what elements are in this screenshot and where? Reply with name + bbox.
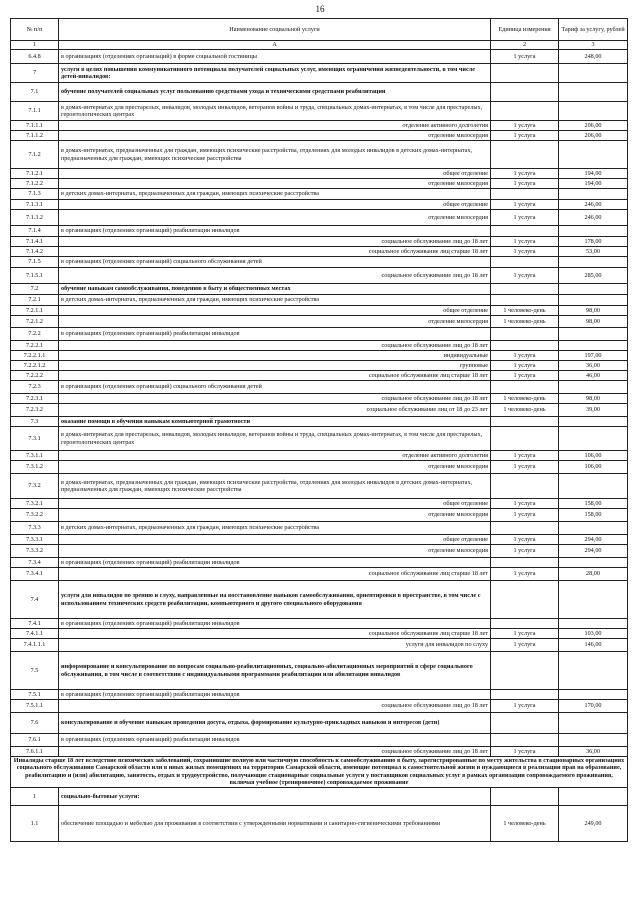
row-unit bbox=[491, 226, 559, 237]
row-service-name: отделение милосердия bbox=[59, 461, 491, 474]
table-row bbox=[11, 351, 628, 361]
row-service-name: общее отделение bbox=[59, 200, 491, 210]
table-row bbox=[11, 417, 628, 427]
row-unit bbox=[491, 522, 559, 535]
table-header-row bbox=[11, 19, 628, 41]
row-tariff: 28,00 bbox=[559, 568, 628, 581]
row-tariff bbox=[559, 226, 628, 237]
row-tariff: 197,00 bbox=[559, 351, 628, 361]
row-tariff: 36,00 bbox=[559, 361, 628, 371]
table-row bbox=[11, 427, 628, 451]
row-number: 7.3.1.2 bbox=[11, 461, 59, 474]
row-number: 7.1.1.2 bbox=[11, 131, 59, 141]
row-service-name: общее отделение bbox=[59, 535, 491, 545]
row-service-name: в организациях (отделениях организаций) реабилитации инвалидов bbox=[59, 619, 491, 629]
row-unit: 1 услуга bbox=[491, 535, 559, 545]
row-number: 7.4.1 bbox=[11, 619, 59, 629]
table-row bbox=[11, 371, 628, 381]
table-row bbox=[11, 629, 628, 639]
table-row bbox=[11, 700, 628, 713]
row-unit: 1 человеко-день bbox=[491, 316, 559, 328]
row-service-name: в организациях (отделениях организаций) социального обслуживания детей bbox=[59, 257, 491, 268]
row-number: 7.3.4 bbox=[11, 558, 59, 568]
row-number: 7.2.2.2 bbox=[11, 371, 59, 381]
row-tariff: 248,00 bbox=[559, 50, 628, 64]
row-number: 7.1.3.2 bbox=[11, 210, 59, 226]
table-row bbox=[11, 652, 628, 690]
row-tariff bbox=[559, 787, 628, 805]
row-unit: 1 услуга bbox=[491, 169, 559, 179]
row-tariff: 158,00 bbox=[559, 509, 628, 522]
table-row bbox=[11, 619, 628, 629]
row-unit: 1 услуга bbox=[491, 247, 559, 257]
row-unit bbox=[491, 474, 559, 499]
table-row bbox=[11, 713, 628, 734]
row-tariff bbox=[559, 295, 628, 306]
table-row bbox=[11, 257, 628, 268]
row-number: 7.3.2.1 bbox=[11, 499, 59, 509]
row-number: 7.1.1.1 bbox=[11, 121, 59, 131]
row-unit bbox=[491, 690, 559, 700]
row-unit bbox=[491, 64, 559, 83]
table-row bbox=[11, 639, 628, 652]
table-row bbox=[11, 83, 628, 102]
table-row bbox=[11, 102, 628, 121]
index-1: 1 bbox=[11, 41, 59, 50]
row-service-name: социальное обслуживание лиц до 18 лет bbox=[59, 341, 491, 351]
row-number: 7.4.1.1.1 bbox=[11, 639, 59, 652]
row-unit bbox=[491, 381, 559, 394]
table-row bbox=[11, 474, 628, 499]
row-tariff bbox=[559, 652, 628, 690]
row-unit: 1 услуга bbox=[491, 545, 559, 558]
row-number: 7.1.3 bbox=[11, 189, 59, 200]
row-tariff: 158,00 bbox=[559, 499, 628, 509]
row-service-name: социальное обслуживание лиц до 18 лет bbox=[59, 747, 491, 757]
table-row bbox=[11, 131, 628, 141]
header-service-name: Наименование социальной услуги bbox=[59, 19, 491, 41]
row-number: 7.2.1 bbox=[11, 295, 59, 306]
row-number: 7.1.3.1 bbox=[11, 200, 59, 210]
row-service-name: социальное обслуживание лиц старше 18 лет bbox=[59, 568, 491, 581]
table-row bbox=[11, 210, 628, 226]
row-service-name: социальное обслуживание лиц до 18 лет bbox=[59, 700, 491, 713]
row-tariff bbox=[559, 381, 628, 394]
row-tariff: 194,00 bbox=[559, 169, 628, 179]
row-service-name: социальное обслуживание лиц старше 18 лет bbox=[59, 629, 491, 639]
row-number: 7.2.3 bbox=[11, 381, 59, 394]
category-banner: Инвалиды старше 18 лет вследствие психических заболеваний, сохранившие полную или частичную способность к самообслуживанию в быту, зарегистрированные по месту жительства в стационарных организациях социального обслуживания Самарской области или в иных жилых помещениях на территории Самарской области, имеющие потенциал к самостоятельной жизни и нуждающиеся в реализации прав на образование, реабилитацию и (или) абилитацию, занятость, отдых и трудоустройство, получающие стационарные социальные услуги у поставщиков социальных услуг в рамках организации сопровождаемого проживания, включая учебное (тренировочное) сопровождаемое проживание bbox=[11, 757, 628, 788]
row-unit bbox=[491, 295, 559, 306]
row-tariff bbox=[559, 522, 628, 535]
row-unit bbox=[491, 417, 559, 427]
table-row bbox=[11, 284, 628, 295]
table-row bbox=[11, 121, 628, 131]
row-unit: 1 услуга bbox=[491, 200, 559, 210]
row-tariff bbox=[559, 619, 628, 629]
table-row bbox=[11, 581, 628, 619]
row-service-name: в детских домах-интернатах, предназначенных для граждан, имеющих психические расстройства bbox=[59, 295, 491, 306]
row-service-name: отделение милосердия bbox=[59, 131, 491, 141]
page-number: 16 bbox=[315, 4, 325, 14]
row-service-name: отделение милосердия bbox=[59, 179, 491, 189]
row-number: 7.1.2.2 bbox=[11, 179, 59, 189]
table-row bbox=[11, 690, 628, 700]
row-tariff: 170,00 bbox=[559, 700, 628, 713]
row-tariff bbox=[559, 83, 628, 102]
row-unit: 1 услуга bbox=[491, 131, 559, 141]
table-row bbox=[11, 394, 628, 404]
index-2: 2 bbox=[491, 41, 559, 50]
table-row bbox=[11, 499, 628, 509]
row-service-name: социальное обслуживание лиц до 18 лет bbox=[59, 237, 491, 247]
row-tariff: 194,00 bbox=[559, 179, 628, 189]
row-service-name: социальное обслуживание лиц до 18 лет bbox=[59, 394, 491, 404]
row-tariff bbox=[559, 328, 628, 341]
row-number: 7.4.1.1 bbox=[11, 629, 59, 639]
row-number: 7.2.1.2 bbox=[11, 316, 59, 328]
row-service-name: в детских домах-интернатах, предназначенных для граждан, имеющих психические расстройства bbox=[59, 189, 491, 200]
row-tariff bbox=[559, 417, 628, 427]
row-number: 7.6 bbox=[11, 713, 59, 734]
table-row bbox=[11, 247, 628, 257]
row-unit bbox=[491, 83, 559, 102]
row-number: 7.3.1 bbox=[11, 427, 59, 451]
row-unit: 1 человеко-день bbox=[491, 306, 559, 316]
header-unit: Единица измерения bbox=[491, 19, 559, 41]
row-unit: 1 человеко-день bbox=[491, 805, 559, 841]
row-number: 7.2.3.1 bbox=[11, 394, 59, 404]
row-service-name: услуги для инвалидов по слуху bbox=[59, 639, 491, 652]
row-service-name: в домах-интернатах, предназначенных для граждан, имеющих психические расстройства, отделениях для молодых инвалидов в детских домах-интернатах, предназначенных для граждан, имеющих психические расстройства bbox=[59, 141, 491, 169]
row-tariff: 98,00 bbox=[559, 394, 628, 404]
row-number: 7.1 bbox=[11, 83, 59, 102]
row-number: 7.5.1.1 bbox=[11, 700, 59, 713]
row-tariff: 39,00 bbox=[559, 404, 628, 417]
row-tariff: 206,00 bbox=[559, 121, 628, 131]
tariff-table bbox=[10, 18, 628, 842]
table-row bbox=[11, 461, 628, 474]
row-unit: 1 услуга bbox=[491, 747, 559, 757]
row-service-name: обеспечение площадью и мебелью для проживания в соответствии с утвержденными нормативами и санитарно-гигиеническими требованиями bbox=[59, 805, 491, 841]
row-number: 7.1.5 bbox=[11, 257, 59, 268]
row-service-name: в организациях (отделениях организаций) социального обслуживания детей bbox=[59, 381, 491, 394]
table-row bbox=[11, 568, 628, 581]
row-tariff: 294,00 bbox=[559, 535, 628, 545]
table-row bbox=[11, 509, 628, 522]
table-row bbox=[11, 545, 628, 558]
row-unit: 1 услуга bbox=[491, 121, 559, 131]
row-number: 7.6.1 bbox=[11, 734, 59, 747]
row-service-name: общее отделение bbox=[59, 169, 491, 179]
row-service-name: отделение активного долголетия bbox=[59, 121, 491, 131]
row-service-name: социальное обслуживание лиц до 18 лет bbox=[59, 268, 491, 284]
row-tariff: 285,00 bbox=[559, 268, 628, 284]
row-unit bbox=[491, 257, 559, 268]
header-tariff: Тариф за услугу, рублей bbox=[559, 19, 628, 41]
row-unit bbox=[491, 581, 559, 619]
row-unit: 1 услуга bbox=[491, 451, 559, 461]
row-tariff bbox=[559, 189, 628, 200]
row-number: 7.2.2 bbox=[11, 328, 59, 341]
table-row bbox=[11, 306, 628, 316]
table-row bbox=[11, 747, 628, 757]
row-number: 7.2.2.1 bbox=[11, 341, 59, 351]
table-row bbox=[11, 787, 628, 805]
row-service-name: социальное обслуживание лиц старше 18 лет bbox=[59, 247, 491, 257]
row-tariff: 46,00 bbox=[559, 371, 628, 381]
row-number: 7.1.1 bbox=[11, 102, 59, 121]
row-number: 7.1.2.1 bbox=[11, 169, 59, 179]
row-tariff: 106,00 bbox=[559, 461, 628, 474]
table-row bbox=[11, 734, 628, 747]
row-service-name: оказание помощи в обучении навыкам компьютерной грамотности bbox=[59, 417, 491, 427]
row-unit bbox=[491, 558, 559, 568]
row-number: 7.6.1.1 bbox=[11, 747, 59, 757]
row-service-name: в организациях (отделениях организаций) реабилитации инвалидов bbox=[59, 328, 491, 341]
row-tariff: 103,00 bbox=[559, 629, 628, 639]
row-service-name: индивидуальные bbox=[59, 351, 491, 361]
row-unit: 1 услуга bbox=[491, 237, 559, 247]
table-row bbox=[11, 64, 628, 83]
row-service-name: услуги для инвалидов по зрению и слуху, направленные на восстановление навыков самообслуживания, ориентировки в пространстве, в том числе с использованием технических средств реабилитации, компьютерного и другого специального оборудования bbox=[59, 581, 491, 619]
row-service-name: в организациях (отделениях организаций) реабилитации инвалидов bbox=[59, 226, 491, 237]
row-unit: 1 услуга bbox=[491, 568, 559, 581]
row-service-name: в домах-интернатах, предназначенных для граждан, имеющих психические расстройства, отделениях для молодых инвалидов в детских домах-интернатах, предназначенных для граждан, имеющих психические расстройства bbox=[59, 474, 491, 499]
row-tariff: 36,00 bbox=[559, 747, 628, 757]
table-row bbox=[11, 361, 628, 371]
row-service-name: отделение активного долголетия bbox=[59, 451, 491, 461]
row-number: 7.3.3.1 bbox=[11, 535, 59, 545]
row-unit bbox=[491, 787, 559, 805]
row-service-name: социальное обслуживание лиц от 18 до 23 лет bbox=[59, 404, 491, 417]
row-unit: 1 услуга bbox=[491, 499, 559, 509]
row-tariff: 53,00 bbox=[559, 247, 628, 257]
row-unit bbox=[491, 189, 559, 200]
row-number: 7.5.1 bbox=[11, 690, 59, 700]
row-number: 7.1.4.2 bbox=[11, 247, 59, 257]
row-service-name: в организациях (отделениях организаций) в форме социальной гостиницы bbox=[59, 50, 491, 64]
row-number: 1 bbox=[11, 787, 59, 805]
row-tariff: 178,00 bbox=[559, 237, 628, 247]
row-tariff bbox=[559, 141, 628, 169]
row-tariff: 249,00 bbox=[559, 805, 628, 841]
table-row bbox=[11, 295, 628, 306]
table-row bbox=[11, 237, 628, 247]
row-number: 7.3.1.1 bbox=[11, 451, 59, 461]
row-tariff bbox=[559, 102, 628, 121]
row-unit: 1 услуга bbox=[491, 639, 559, 652]
row-unit: 1 услуга bbox=[491, 629, 559, 639]
row-number: 7.2 bbox=[11, 284, 59, 295]
table-row bbox=[11, 268, 628, 284]
row-unit bbox=[491, 734, 559, 747]
row-service-name: отделение милосердия bbox=[59, 545, 491, 558]
row-number: 1.1 bbox=[11, 805, 59, 841]
index-a: А bbox=[59, 41, 491, 50]
row-number: 7.2.2.1.2 bbox=[11, 361, 59, 371]
row-tariff: 98,00 bbox=[559, 306, 628, 316]
row-unit: 1 услуга bbox=[491, 268, 559, 284]
row-service-name: общее отделение bbox=[59, 306, 491, 316]
row-unit: 1 услуга bbox=[491, 351, 559, 361]
header-number: № п/п bbox=[11, 19, 59, 41]
table-row bbox=[11, 381, 628, 394]
index-3: 3 bbox=[559, 41, 628, 50]
row-unit: 1 услуга bbox=[491, 50, 559, 64]
row-unit: 1 услуга bbox=[491, 509, 559, 522]
row-unit bbox=[491, 341, 559, 351]
row-service-name: в организациях (отделениях организаций) реабилитации инвалидов bbox=[59, 690, 491, 700]
row-tariff bbox=[559, 558, 628, 568]
row-tariff: 246,00 bbox=[559, 210, 628, 226]
row-unit bbox=[491, 652, 559, 690]
row-number: 7.3 bbox=[11, 417, 59, 427]
row-number: 7.5 bbox=[11, 652, 59, 690]
row-tariff bbox=[559, 474, 628, 499]
table-row bbox=[11, 805, 628, 841]
row-tariff: 246,00 bbox=[559, 200, 628, 210]
row-number: 7.3.2.2 bbox=[11, 509, 59, 522]
row-service-name: в домах-интернатах для престарелых, инвалидов, молодых инвалидов, ветеранов войны и труда, специальных домах-интернатах, в том числе для престарелых, геронтологических центрах bbox=[59, 427, 491, 451]
row-number: 6.4.8 bbox=[11, 50, 59, 64]
row-tariff: 146,00 bbox=[559, 639, 628, 652]
row-service-name: в организациях (отделениях организаций) реабилитации инвалидов bbox=[59, 734, 491, 747]
row-unit bbox=[491, 427, 559, 451]
table-row bbox=[11, 404, 628, 417]
table-row bbox=[11, 141, 628, 169]
row-number: 7.1.5.1 bbox=[11, 268, 59, 284]
row-service-name: услуги в целях повышения коммуникативного потенциала получателей социальных услуг, имеющих ограничения жизнедеятельности, в том числе детей-инвалидов: bbox=[59, 64, 491, 83]
row-service-name: отделение милосердия bbox=[59, 509, 491, 522]
row-number: 7.3.4.1 bbox=[11, 568, 59, 581]
row-tariff bbox=[559, 257, 628, 268]
row-service-name: групповые bbox=[59, 361, 491, 371]
table-row bbox=[11, 50, 628, 64]
row-unit: 1 услуга bbox=[491, 700, 559, 713]
row-service-name: в детских домах-интернатах, предназначенных для граждан, имеющих психические расстройства bbox=[59, 522, 491, 535]
row-service-name: консультирование и обучение навыкам проведения досуга, отдыха, формирование культурно-прикладных навыков и интересов (дети) bbox=[59, 713, 491, 734]
category-banner-row bbox=[11, 757, 628, 788]
table-row bbox=[11, 200, 628, 210]
row-number: 7.3.3 bbox=[11, 522, 59, 535]
table-row bbox=[11, 316, 628, 328]
row-number: 7.2.1.1 bbox=[11, 306, 59, 316]
row-tariff bbox=[559, 581, 628, 619]
row-service-name: отделение милосердия bbox=[59, 316, 491, 328]
row-tariff bbox=[559, 427, 628, 451]
table-index-row bbox=[11, 41, 628, 50]
row-service-name: общее отделение bbox=[59, 499, 491, 509]
table-row bbox=[11, 179, 628, 189]
row-service-name: в домах-интернатах для престарелых, инвалидов, молодых инвалидов, ветеранов войны и труда, специальных домах-интернатах, в том числе для престарелых, геронтологических центрах bbox=[59, 102, 491, 121]
row-tariff: 98,00 bbox=[559, 316, 628, 328]
row-unit bbox=[491, 713, 559, 734]
row-number: 7.1.4 bbox=[11, 226, 59, 237]
row-number: 7.1.4.1 bbox=[11, 237, 59, 247]
row-unit: 1 услуга bbox=[491, 461, 559, 474]
row-number: 7.1.2 bbox=[11, 141, 59, 169]
row-unit bbox=[491, 102, 559, 121]
row-service-name: отделение милосердия bbox=[59, 210, 491, 226]
row-tariff bbox=[559, 284, 628, 295]
row-number: 7.3.2 bbox=[11, 474, 59, 499]
row-number: 7.4 bbox=[11, 581, 59, 619]
row-tariff: 106,00 bbox=[559, 451, 628, 461]
row-unit: 1 человеко-день bbox=[491, 404, 559, 417]
row-service-name: обучение навыкам самообслуживания, поведению в быту и общественных местах bbox=[59, 284, 491, 295]
row-number: 7 bbox=[11, 64, 59, 83]
table-row bbox=[11, 522, 628, 535]
row-unit bbox=[491, 619, 559, 629]
row-number: 7.3.3.2 bbox=[11, 545, 59, 558]
table-row bbox=[11, 226, 628, 237]
row-tariff bbox=[559, 734, 628, 747]
row-tariff: 206,00 bbox=[559, 131, 628, 141]
row-unit: 1 услуга bbox=[491, 361, 559, 371]
row-tariff bbox=[559, 713, 628, 734]
row-service-name: в организациях (отделениях организаций) реабилитации инвалидов bbox=[59, 558, 491, 568]
row-unit: 1 услуга bbox=[491, 371, 559, 381]
row-unit bbox=[491, 284, 559, 295]
table-row bbox=[11, 169, 628, 179]
row-service-name: обучение получателей социальных услуг пользованию средствами ухода и техническими средствами реабилитации bbox=[59, 83, 491, 102]
row-number: 7.2.3.2 bbox=[11, 404, 59, 417]
row-unit bbox=[491, 141, 559, 169]
row-tariff: 294,00 bbox=[559, 545, 628, 558]
row-service-name: информирование и консультирование по вопросам социально-реабилитационных, социально-абилитационных мероприятий в сфере социального обслуживания, в том числе в соответствии с индивидуальными программами реабилитации или абилитации инвалидов bbox=[59, 652, 491, 690]
row-unit: 1 услуга bbox=[491, 210, 559, 226]
table-row bbox=[11, 451, 628, 461]
table-row bbox=[11, 328, 628, 341]
row-unit: 1 услуга bbox=[491, 179, 559, 189]
row-service-name: социально-бытовые услуги: bbox=[59, 787, 491, 805]
row-number: 7.2.2.1.1 bbox=[11, 351, 59, 361]
row-service-name: социальное обслуживание лиц старше 18 лет bbox=[59, 371, 491, 381]
table-row bbox=[11, 189, 628, 200]
table-row bbox=[11, 341, 628, 351]
row-unit bbox=[491, 328, 559, 341]
table-row bbox=[11, 558, 628, 568]
row-tariff bbox=[559, 690, 628, 700]
row-tariff bbox=[559, 341, 628, 351]
row-unit: 1 человеко-день bbox=[491, 394, 559, 404]
table-row bbox=[11, 535, 628, 545]
row-tariff bbox=[559, 64, 628, 83]
